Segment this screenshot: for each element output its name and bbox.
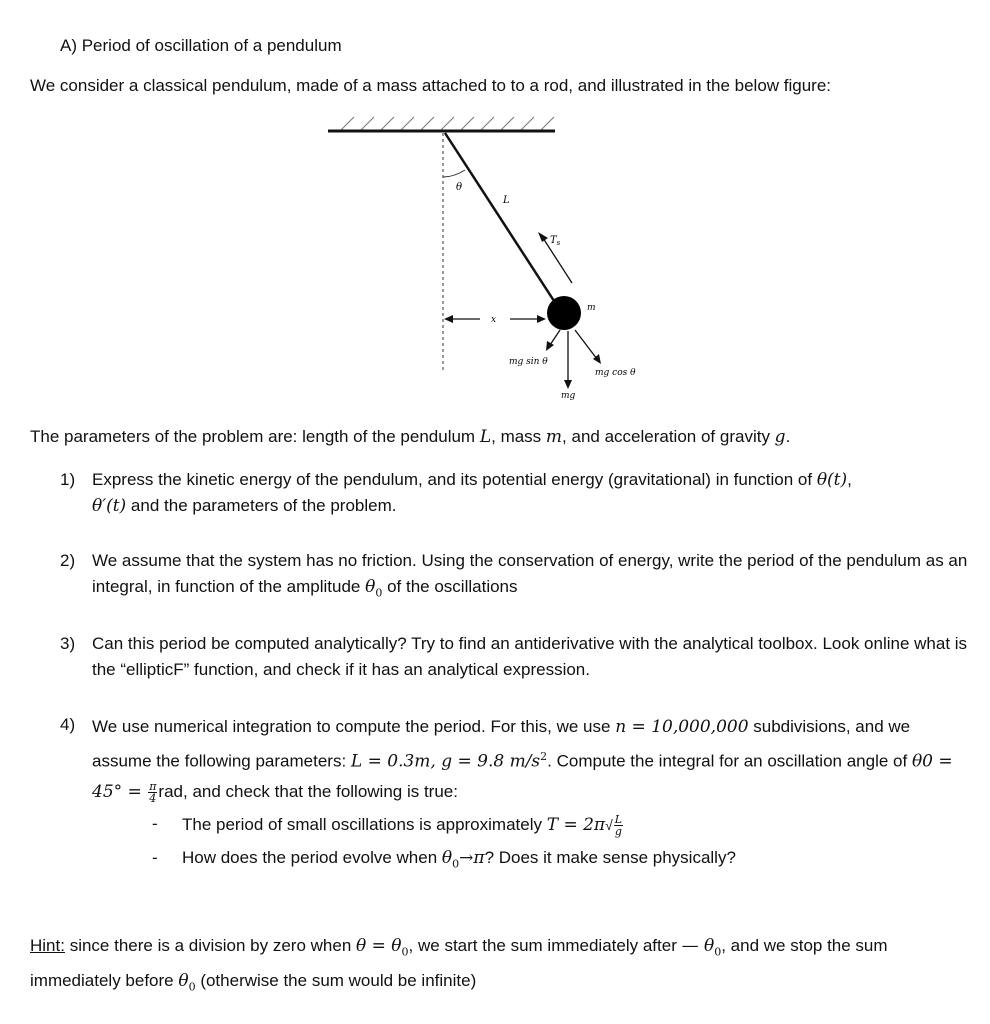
pendulum-figure: [0, 0, 990, 420]
parameters-text: The parameters of the problem are: length of the pendulum L, mass m, and acceleration of gravity g.: [30, 427, 791, 447]
label-theta: θ: [456, 182, 463, 193]
pendulum-rod: [445, 133, 556, 304]
label-m: m: [587, 303, 596, 313]
intro-text: We consider a classical pendulum, made of a mass attached to to a rod, and illustrated in the below figure:: [30, 76, 832, 95]
L-over-g: $\frac{L}{g}$: [614, 813, 623, 838]
label-Ts: $T_s$: [550, 235, 561, 247]
pi-over-4: $\frac{\pi}{4}$: [149, 779, 157, 805]
label-mg-cos: mg cos θ: [595, 368, 636, 378]
angle-arc: [443, 170, 465, 177]
label-L: L: [503, 195, 510, 206]
label-mg-sin: mg sin θ: [509, 357, 548, 367]
mg-sin-arrow: [550, 330, 560, 345]
mg-cos-arrow: [575, 330, 597, 359]
section-heading: A) Period of oscillation of a pendulum: [60, 36, 342, 55]
label-x: x: [491, 315, 497, 325]
label-mg: mg: [561, 391, 576, 401]
pendulum-mass: [547, 296, 581, 330]
hint-text: Hint: since there is a division by zero when $\theta = \theta_0$, we start the sum immediately after — $\theta_0$, and we stop the sum immediately before $\theta_0$ (otherwise the sum would be infinite): [30, 936, 888, 994]
ceiling-hatch: [340, 117, 554, 131]
